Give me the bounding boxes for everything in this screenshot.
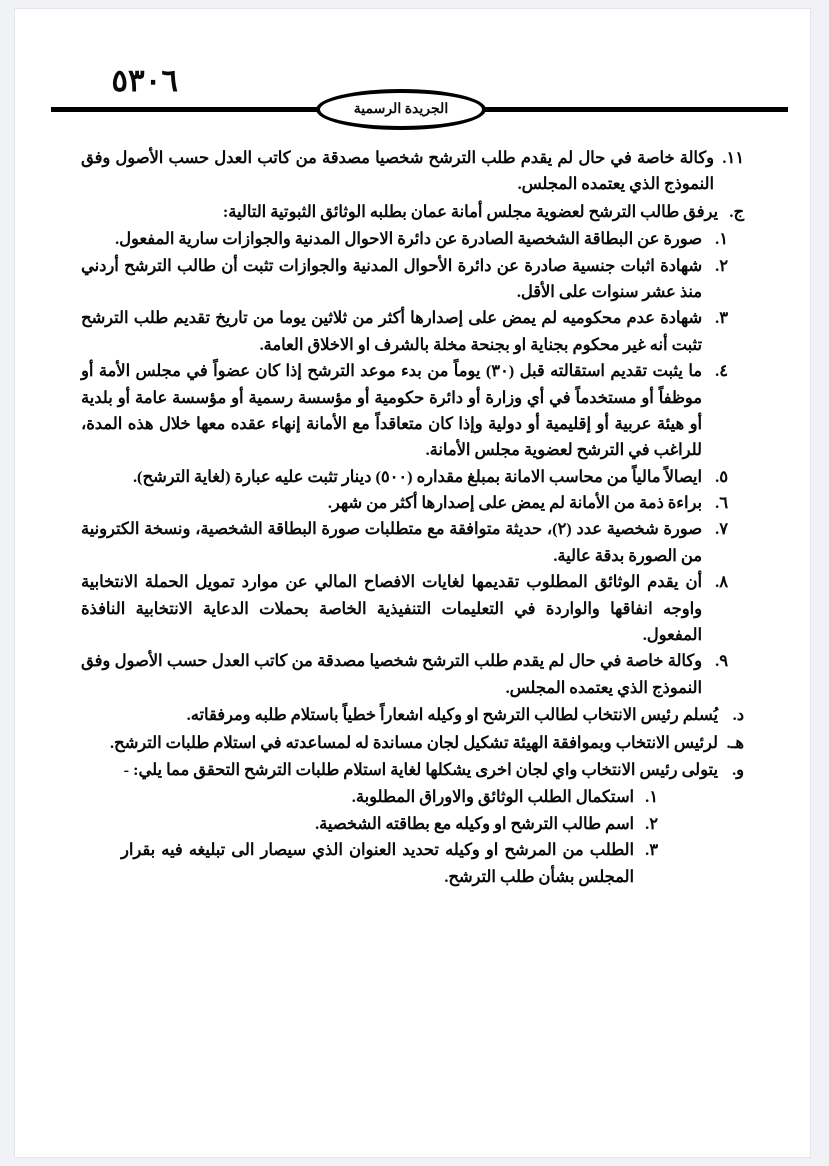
list-item-text: براءة ذمة من الأمانة لم يمض على إصدارها أكثر من شهر. bbox=[327, 493, 702, 513]
clause-jeem-list bbox=[81, 226, 744, 701]
list-item-marker: ١. bbox=[645, 787, 658, 807]
list-item-text: أن يقدم الوثائق المطلوب تقديمها لغايات الافصاح المالي عن موارد تمويل الحملة الانتخابية واوجه انفاقها والواردة في التعليمات التنفيذية الخاصة بحملات الدعاية الانتخابية النافذة المفعول. bbox=[81, 572, 702, 645]
masthead-rule bbox=[51, 102, 788, 117]
list-item-marker: ٧. bbox=[715, 519, 728, 539]
page-number: ٥٣٠٦ bbox=[111, 63, 178, 98]
clause-marker: و. bbox=[732, 759, 744, 779]
list-item-marker: ٨. bbox=[715, 572, 728, 592]
list-item-marker: ٩. bbox=[715, 651, 728, 671]
list-item-marker: ٢. bbox=[715, 255, 728, 275]
clause-marker: د. bbox=[732, 705, 744, 725]
list-item-marker: ٢. bbox=[645, 813, 658, 833]
list-item bbox=[121, 784, 658, 810]
list-item-text: شهادة عدم محكوميه لم يمض على إصدارها أكثر من ثلاثين يوما من تاريخ تقديم طلب الترشح تثبت أنه غير محكوم بجناية او بجنحة مخلة بالشرف او الاخلاق العامة. bbox=[81, 308, 702, 354]
clause-marker: هـ. bbox=[726, 732, 744, 752]
list-item bbox=[81, 358, 728, 464]
clause-text: لرئيس الانتخاب وبموافقة الهيئة تشكيل لجان مساندة له لمساعدته في استلام طلبات الترشح. bbox=[109, 732, 718, 752]
list-item-marker: ٥. bbox=[715, 466, 728, 486]
clause-marker: ١١. bbox=[722, 148, 744, 167]
document-page bbox=[14, 8, 811, 1158]
list-item bbox=[81, 569, 728, 648]
list-item-marker: ٣. bbox=[715, 308, 728, 328]
list-item bbox=[121, 837, 658, 890]
clause-jeem bbox=[81, 199, 744, 225]
list-item-marker: ٤. bbox=[715, 361, 728, 381]
list-item bbox=[81, 305, 728, 358]
list-item-text: استكمال الطلب الوثائق والاوراق المطلوبة. bbox=[351, 787, 634, 807]
clause-marker: ج. bbox=[729, 201, 744, 221]
list-item-marker: ٦. bbox=[715, 493, 728, 513]
list-item bbox=[81, 226, 728, 252]
page-masthead bbox=[15, 63, 810, 129]
list-item-marker: ١. bbox=[715, 229, 728, 249]
gazette-title-text: الجريدة الرسمية bbox=[353, 102, 449, 117]
clause-haa bbox=[81, 730, 744, 756]
clause-continued-item-11 bbox=[81, 145, 744, 198]
list-item-text: شهادة اثبات جنسية صادرة عن دائرة الأحوال المدنية والجوازات تثبت أن طالب الترشح أردني منذ عشر سنوات على الأقل. bbox=[81, 255, 702, 301]
list-item bbox=[81, 253, 728, 306]
list-item-text: الطلب من المرشح او وكيله تحديد العنوان الذي سيصار الى تبليغه فيه بقرار المجلس بشأن طلب الترشح. bbox=[121, 840, 634, 886]
clause-dal bbox=[81, 702, 744, 728]
clause-text: يرفق طالب الترشح لعضوية مجلس أمانة عمان بطلبه الوثائق الثبوتية التالية: bbox=[222, 201, 718, 221]
list-item-text: صورة عن البطاقة الشخصية الصادرة عن دائرة الاحوال المدنية والجوازات سارية المفعول. bbox=[115, 229, 702, 249]
list-item bbox=[81, 648, 728, 701]
document-body bbox=[81, 145, 744, 890]
list-item bbox=[121, 811, 658, 837]
list-item-marker: ٣. bbox=[645, 840, 658, 860]
clause-text: يتولى رئيس الانتخاب واي لجان اخرى يشكلها لغاية استلام طلبات الترشح التحقق مما يلي: - bbox=[123, 759, 718, 779]
list-item-text: ايصالاً مالياً من محاسب الامانة بمبلغ مقداره (٥٠٠) دينار تثبت عليه عبارة (لغاية الترشح). bbox=[132, 466, 702, 486]
clause-text: وكالة خاصة في حال لم يقدم طلب الترشح شخصيا مصدقة من كاتب العدل حسب الأصول وفق النموذج الذي يعتمده المجلس. bbox=[81, 148, 714, 194]
list-item-text: ما يثبت تقديم استقالته قبل (٣٠) يوماً من بدء موعد الترشح إذا كان عضواً في مجلس الأمة أو موظفاً أو مستخدماً في أي وزارة أو دائرة حكومية أو مؤسسة رسمية أو مؤسسة عامة أو بلدية أو هيئة عربية أو إقليمية أو دولية وإذا كان متعاقداً مع الأمانة إنهاء عقده معها خلال هذه المدة، للراغب في الترشح لعضوية مجلس الأمانة. bbox=[81, 361, 702, 460]
list-item bbox=[81, 464, 728, 490]
gazette-title-badge bbox=[316, 89, 486, 130]
list-item-text: وكالة خاصة في حال لم يقدم طلب الترشح شخصيا مصدقة من كاتب العدل حسب الأصول وفق النموذج الذي يعتمده المجلس. bbox=[81, 651, 702, 697]
clause-text: يُسلم رئيس الانتخاب لطالب الترشح او وكيله اشعاراً خطياً باستلام طلبه ومرفقاته. bbox=[186, 705, 718, 725]
list-item-text: اسم طالب الترشح او وكيله مع بطاقته الشخصية. bbox=[315, 813, 634, 833]
list-item bbox=[81, 516, 728, 569]
list-item-text: صورة شخصية عدد (٢)، حديثة متوافقة مع متطلبات صورة البطاقة الشخصية، ونسخة الكترونية من الصورة بدقة عالية. bbox=[81, 519, 703, 565]
clause-waw bbox=[81, 757, 744, 783]
clause-waw-list bbox=[121, 784, 658, 890]
list-item bbox=[81, 490, 728, 516]
